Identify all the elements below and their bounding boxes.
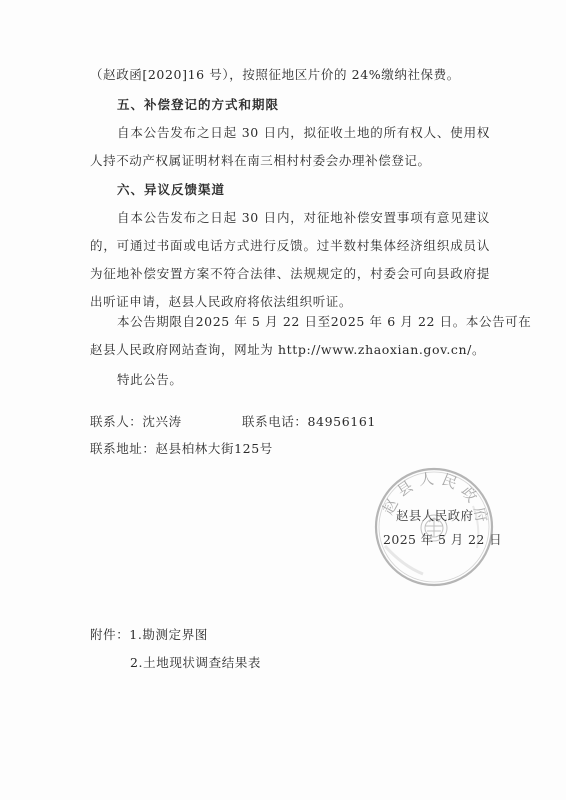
attachment-item-1: 附件：1.勘测定界图 bbox=[90, 627, 208, 642]
paragraph-feedback-line4: 出听证申请，赵县人民政府将依法组织听证。 bbox=[90, 294, 353, 309]
paragraph-registration-line1: 自本公告发布之日起 30 日内，拟征收土地的所有权人、使用权 bbox=[117, 125, 490, 140]
paragraph-social-security: （赵政函[2020]16 号），按照征地区片价的 24%缴纳社保费。 bbox=[90, 67, 460, 82]
seal-text: 赵县人民政府 bbox=[378, 469, 492, 530]
section-heading-registration: 五、补偿登记的方式和期限 bbox=[117, 97, 280, 112]
closing-statement: 特此公告。 bbox=[117, 372, 183, 387]
contact-address: 联系地址：赵县柏林大街125号 bbox=[90, 441, 273, 456]
official-seal bbox=[373, 466, 495, 588]
attachment-item-2: 2.土地现状调查结果表 bbox=[130, 655, 262, 670]
paragraph-feedback-line3: 为征地补偿安置方案不符合法律、法规规定的，村委会可向县政府提 bbox=[90, 266, 490, 281]
contact-person: 联系人：沈兴涛 bbox=[90, 414, 182, 429]
paragraph-period-line2: 赵县人民政府网站查询，网址为 http://www.zhaoxian.gov.cn/。 bbox=[90, 342, 486, 357]
issue-date: 2025 年 5 月 22 日 bbox=[383, 532, 503, 547]
paragraph-period-line1: 本公告期限自2025 年 5 月 22 日至2025 年 6 月 22 日。本公告可在 bbox=[117, 314, 532, 329]
contact-phone: 联系电话：84956161 bbox=[242, 414, 376, 429]
section-heading-feedback: 六、异议反馈渠道 bbox=[117, 182, 226, 197]
paragraph-registration-line2: 人持不动产权属证明材料在南三相村村委会办理补偿登记。 bbox=[90, 153, 431, 168]
issuer-name: 赵县人民政府 bbox=[396, 508, 474, 523]
paragraph-feedback-line2: 的，可通过书面或电话方式进行反馈。过半数村集体经济组织成员认 bbox=[90, 238, 490, 253]
paragraph-feedback-line1: 自本公告发布之日起 30 日内，对征地补偿安置事项有意见建议 bbox=[117, 210, 490, 225]
